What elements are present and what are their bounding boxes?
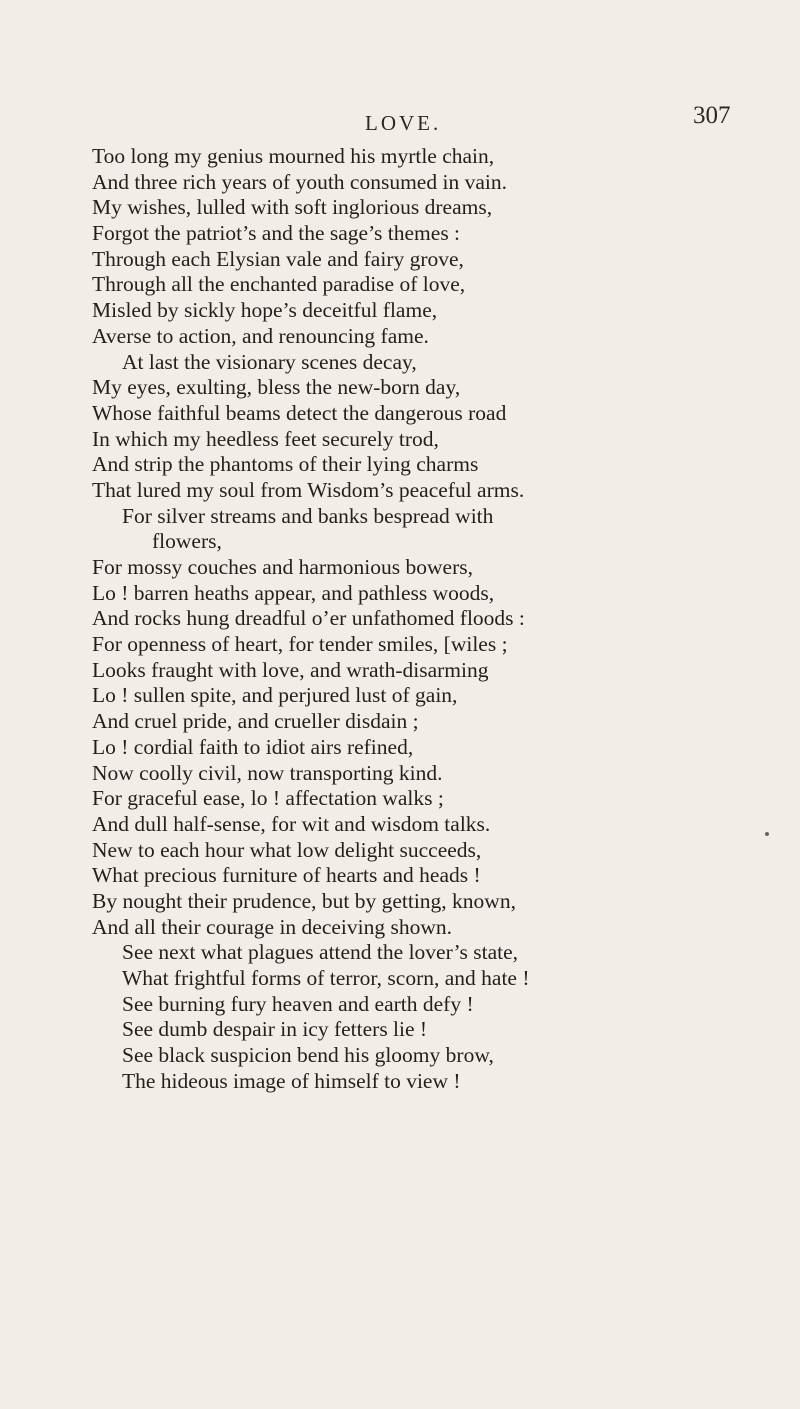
poem-line: Through all the enchanted paradise of love, [92, 272, 466, 297]
poem-line: Forgot the patriot’s and the sage’s themes : [92, 221, 461, 246]
running-title: LOVE. [365, 111, 442, 135]
poem-line: And three rich years of youth consumed in vain. [92, 169, 507, 194]
poem-text [92, 144, 792, 1094]
poem-line: By nought their prudence, but by getting, known, [92, 888, 516, 913]
page-number: 307 [693, 102, 731, 129]
poem-line: For silver streams and banks bespread with [122, 503, 494, 528]
poem-line: Lo ! sullen spite, and perjured lust of gain, [92, 683, 458, 708]
poem-line: In which my heedless feet securely trod, [92, 426, 439, 451]
poem-line: flowers, [152, 529, 222, 554]
poem-line: Now coolly civil, now transporting kind. [92, 760, 443, 785]
poem-line: Whose faithful beams detect the dangerous road [92, 400, 507, 425]
poem-line: See dumb despair in icy fetters lie ! [122, 1017, 428, 1042]
poem-line: And dull half-sense, for wit and wisdom talks. [92, 811, 491, 836]
poem-line: The hideous image of himself to view ! [122, 1068, 461, 1093]
poem-line: See next what plagues attend the lover’s state, [122, 940, 519, 965]
poem-line: What precious furniture of hearts and heads ! [92, 863, 481, 888]
poem-line: Lo ! barren heaths appear, and pathless woods, [92, 580, 495, 605]
poem-line: Looks fraught with love, and wrath-disarming [92, 657, 489, 682]
poem-line: Averse to action, and renouncing fame. [92, 323, 429, 348]
ink-speck [765, 832, 769, 836]
poem-line: That lured my soul from Wisdom’s peaceful arms. [92, 477, 525, 502]
poem-line: Too long my genius mourned his myrtle chain, [92, 144, 495, 168]
poem-line: Through each Elysian vale and fairy grove, [92, 246, 464, 271]
poem-line: And cruel pride, and crueller disdain ; [92, 709, 419, 734]
poem-line: For mossy couches and harmonious bowers, [92, 555, 473, 579]
poem-line: See burning fury heaven and earth defy ! [122, 991, 474, 1016]
poem-line: Misled by sickly hope’s deceitful flame, [92, 298, 438, 323]
poem-line: For graceful ease, lo ! affectation walks ; [92, 786, 444, 811]
poem-line: And strip the phantoms of their lying charms [92, 452, 479, 477]
poem-line: New to each hour what low delight succeeds, [92, 837, 482, 862]
poem-line: My eyes, exulting, bless the new-born day, [92, 375, 461, 400]
poem-line: Lo ! cordial faith to idiot airs refined, [92, 734, 414, 759]
poem-line: At last the visionary scenes decay, [122, 349, 417, 374]
poem-line: What frightful forms of terror, scorn, and hate ! [122, 966, 530, 990]
poem-line: For openness of heart, for tender smiles, [wiles ; [92, 632, 508, 657]
poem-line: And all their courage in deceiving shown. [92, 914, 453, 939]
poem-line: And rocks hung dreadful o’er unfathomed floods : [92, 606, 525, 631]
poem-line: See black suspicion bend his gloomy brow, [122, 1043, 494, 1068]
poem-line: My wishes, lulled with soft inglorious dreams, [92, 195, 493, 220]
